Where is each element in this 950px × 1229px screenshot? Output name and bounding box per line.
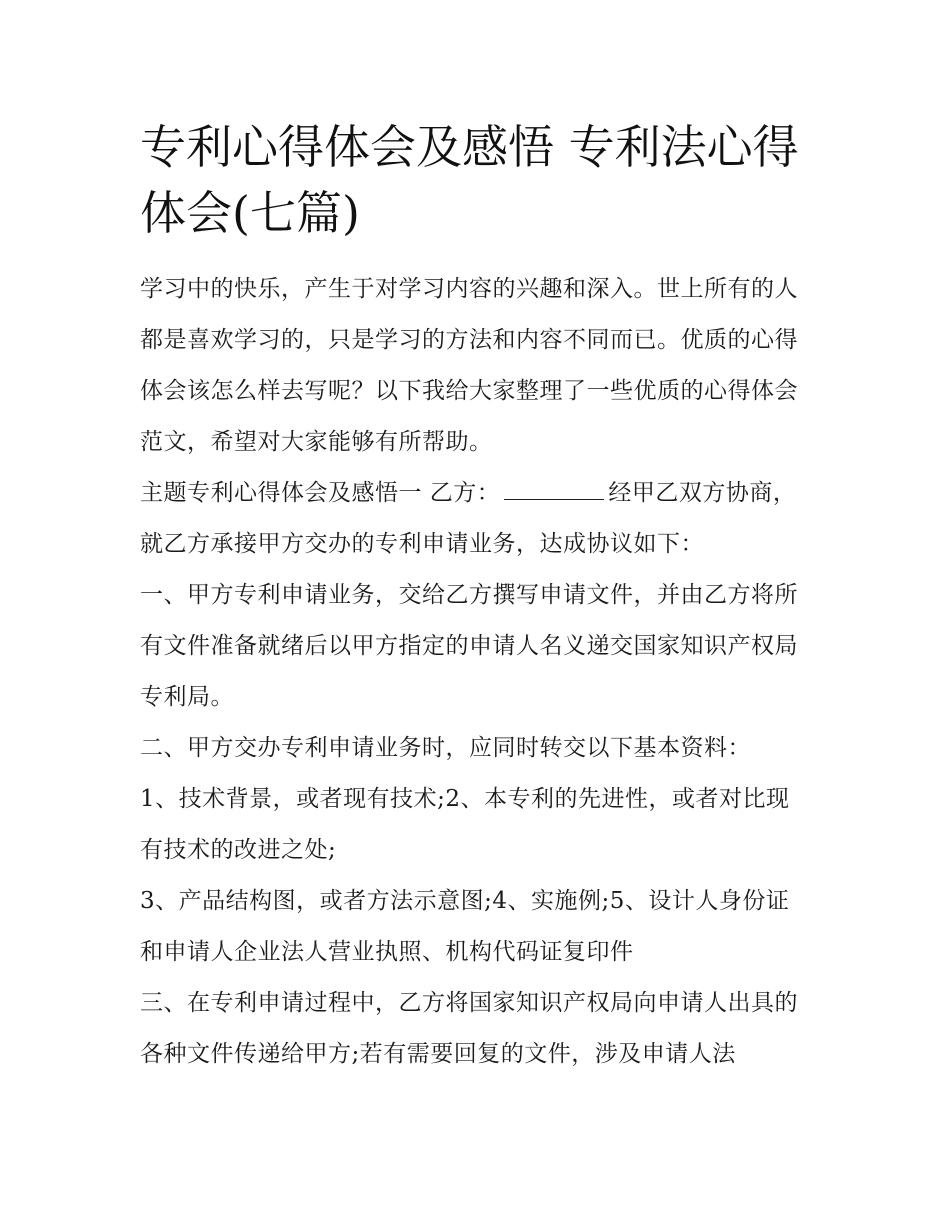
clause-3-paragraph: 三、在专利申请过程中，乙方将国家知识产权局向申请人出具的各种文件传递给甲方;若有需要回复的文件，涉及申请人法 bbox=[140, 990, 798, 1067]
clause-1-paragraph: 一、甲方专利申请业务，交给乙方撰写申请文件，并由乙方将所有文件准备就绪后以甲方指定的申请人名义递交国家知识产权局专利局。 bbox=[140, 582, 798, 710]
fill-in-blank bbox=[504, 477, 604, 500]
document-title: 专利心得体会及感悟 专利法心得体会(七篇) bbox=[140, 120, 799, 240]
topic-text-after-blank: 经甲乙双方协商，就乙方承接甲方交办的专利申请业务，达成协议如下： bbox=[140, 480, 797, 557]
list-item-1-2: 1、技术背景，或者现有技术;2、本专利的先进性，或者对比现有技术的改进之处; bbox=[140, 786, 790, 863]
topic-paragraph bbox=[140, 468, 812, 570]
topic-text-before-blank: 主题专利心得体会及感悟一 乙方： bbox=[140, 480, 501, 506]
intro-paragraph: 学习中的快乐，产生于对学习内容的兴趣和深入。世上所有的人都是喜欢学习的，只是学习的方法和内容不同而已。优质的心得体会该怎么样去写呢？以下我给大家整理了一些优质的心得体会范文，希望对大家能够有所帮助。 bbox=[140, 276, 798, 455]
list-item-3-5: 3、产品结构图，或者方法示意图;4、实施例;5、设计人身份证和申请人企业法人营业执照、机构代码证复印件 bbox=[140, 888, 790, 965]
document-body bbox=[140, 114, 812, 1080]
clause-2-paragraph: 二、甲方交办专利申请业务时，应同时转交以下基本资料： bbox=[140, 735, 751, 761]
